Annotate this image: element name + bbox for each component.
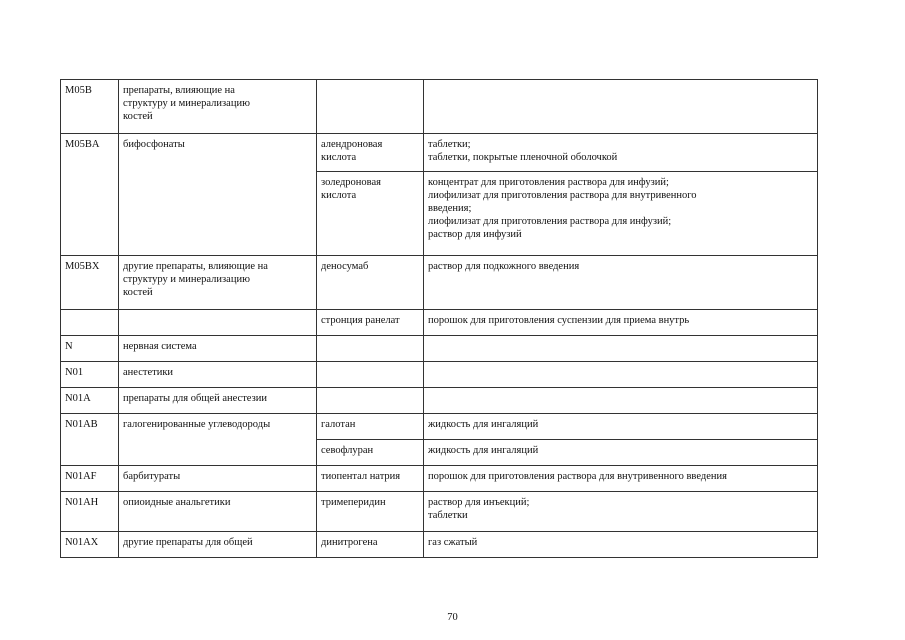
dosage-form-cell: раствор для подкожного введения [424, 256, 818, 310]
drug-cell: алендроновая кислота [317, 134, 424, 172]
atc-code-cell: M05BX [61, 256, 119, 310]
group-cell: препараты для общей анестезии [119, 388, 317, 414]
drug-cell [317, 388, 424, 414]
table-row [61, 134, 818, 172]
dosage-form-cell: газ сжатый [424, 532, 818, 558]
dosage-form-cell [424, 80, 818, 134]
atc-code-cell: N01AX [61, 532, 119, 558]
dosage-form-cell: раствор для инъекций; таблетки [424, 492, 818, 532]
table-row [61, 466, 818, 492]
table-row [61, 256, 818, 310]
atc-code-cell: N01AB [61, 414, 119, 466]
drug-cell [317, 362, 424, 388]
drug-cell [317, 336, 424, 362]
group-cell: опиоидные анальгетики [119, 492, 317, 532]
group-cell: препараты, влияющие на структуру и минерализацию костей [119, 80, 317, 134]
group-cell: галогенированные углеводороды [119, 414, 317, 466]
drug-table [60, 79, 818, 558]
table-row [61, 388, 818, 414]
drug-cell: динитрогена [317, 532, 424, 558]
table-row [61, 336, 818, 362]
group-cell: другие препараты, влияющие на структуру и минерализацию костей [119, 256, 317, 310]
dosage-form-cell: порошок для приготовления суспензии для приема внутрь [424, 310, 818, 336]
dosage-form-cell [424, 336, 818, 362]
atc-code-cell: N [61, 336, 119, 362]
drug-cell: деносумаб [317, 256, 424, 310]
table-row [61, 310, 818, 336]
dosage-form-cell: порошок для приготовления раствора для внутривенного введения [424, 466, 818, 492]
atc-code-cell: M05B [61, 80, 119, 134]
atc-code-cell: N01A [61, 388, 119, 414]
group-cell: барбитураты [119, 466, 317, 492]
group-cell: другие препараты для общей [119, 532, 317, 558]
atc-code-cell: M05BA [61, 134, 119, 256]
group-cell: бифосфонаты [119, 134, 317, 256]
group-cell [119, 310, 317, 336]
table-row [61, 80, 818, 134]
drug-cell: галотан [317, 414, 424, 440]
dosage-form-cell [424, 362, 818, 388]
atc-code-cell: N01AH [61, 492, 119, 532]
table-row [61, 362, 818, 388]
drug-cell: тиопентал натрия [317, 466, 424, 492]
dosage-form-cell: жидкость для ингаляций [424, 440, 818, 466]
table-row [61, 492, 818, 532]
drug-cell: севофлуран [317, 440, 424, 466]
atc-code-cell: N01 [61, 362, 119, 388]
dosage-form-cell: концентрат для приготовления раствора для инфузий; лиофилизат для приготовления раствора для внутривенного введения; лиофилизат для приготовления раствора для инфузий; раствор для инфузий [424, 172, 818, 256]
atc-code-cell [61, 310, 119, 336]
table-row [61, 532, 818, 558]
group-cell: нервная система [119, 336, 317, 362]
dosage-form-cell: таблетки; таблетки, покрытые пленочной оболочкой [424, 134, 818, 172]
drug-cell: тримеперидин [317, 492, 424, 532]
dosage-form-cell [424, 388, 818, 414]
table-row [61, 414, 818, 440]
dosage-form-cell: жидкость для ингаляций [424, 414, 818, 440]
group-cell: анестетики [119, 362, 317, 388]
drug-cell: золедроновая кислота [317, 172, 424, 256]
drug-cell: стронция ранелат [317, 310, 424, 336]
atc-code-cell: N01AF [61, 466, 119, 492]
drug-cell [317, 80, 424, 134]
page-number: 70 [447, 612, 458, 623]
